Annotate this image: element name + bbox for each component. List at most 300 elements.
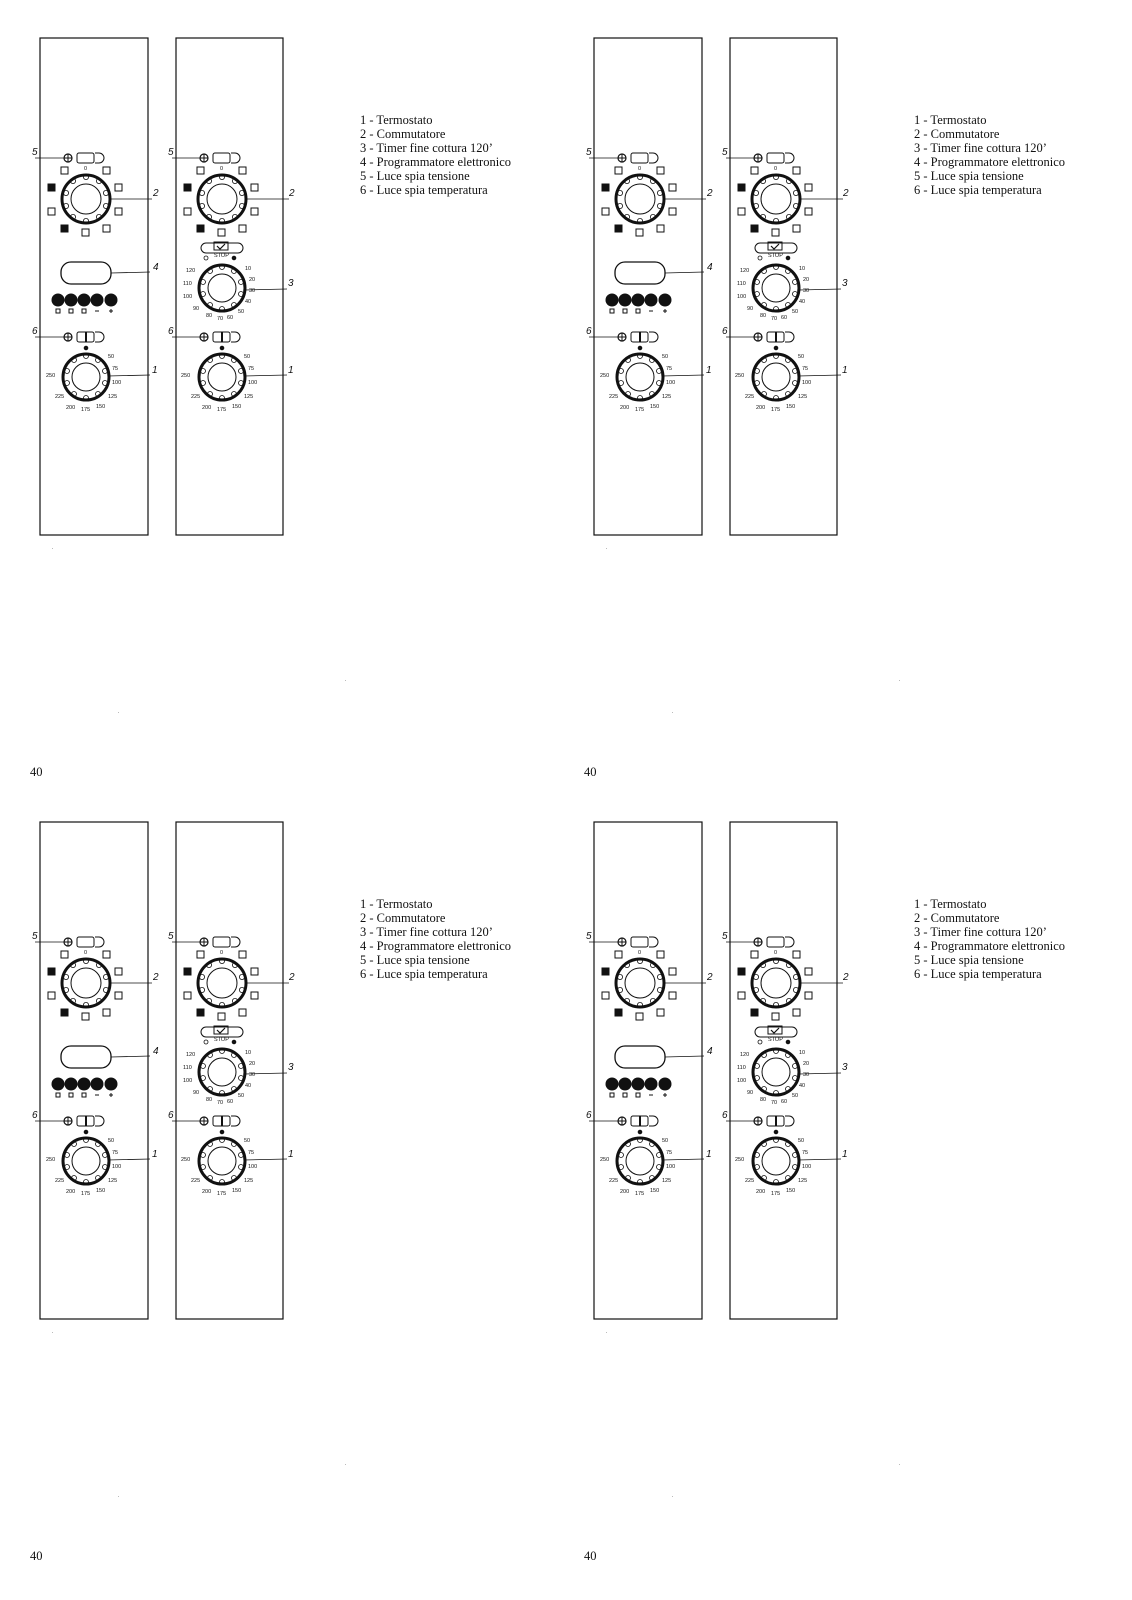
bell-icon [758, 256, 762, 260]
dial-label: 75 [112, 366, 119, 372]
combined-icon [103, 225, 110, 232]
callout-number: 1 [152, 365, 158, 376]
callout-number: 5 [168, 931, 174, 942]
callout-number: 6 [168, 1110, 174, 1121]
thermostat-knob [199, 1138, 245, 1184]
legend-item: 6 - Luce spia temperatura [360, 967, 488, 981]
thermostat-knob [617, 1138, 663, 1184]
thermostat-knob [753, 354, 799, 400]
dial-label: 90 [747, 306, 754, 312]
top-heat-icon [115, 968, 122, 975]
dial-label: 100 [802, 1164, 812, 1170]
component-legend [360, 113, 511, 197]
dial-label: 200 [756, 405, 766, 411]
sheet-top-right [554, 0, 1120, 800]
dial-label: 125 [108, 1178, 118, 1184]
conventional-icon [636, 229, 643, 236]
timer-knob [199, 265, 245, 311]
dial-label: 250 [600, 1157, 610, 1163]
grill-icon [657, 951, 664, 958]
dial-label: STOP [214, 1037, 229, 1043]
dial-label: 225 [609, 394, 619, 400]
grill-icon [657, 167, 664, 174]
dial-label: 125 [798, 394, 808, 400]
dial-label: 30 [803, 1072, 810, 1078]
callout-number: 4 [153, 262, 159, 273]
programmer-button-symbols [610, 1093, 667, 1097]
dial-label: 100 [666, 380, 676, 386]
selector-knob [198, 175, 246, 223]
fan-icon [602, 184, 609, 191]
dial-label: 125 [662, 394, 672, 400]
combined-icon [657, 225, 664, 232]
top-heat-icon [669, 184, 676, 191]
programmer-button-bell [52, 1078, 65, 1091]
dial-label: 110 [183, 281, 192, 287]
callout-number: 1 [706, 365, 712, 376]
dial-label: 175 [81, 407, 91, 413]
dial-label: 150 [786, 1188, 796, 1194]
thermostat-knob [753, 1138, 799, 1184]
programmer-button-auto [632, 1078, 645, 1091]
programmer-button-hand [65, 294, 78, 307]
grill-icon [103, 951, 110, 958]
top-heat-icon [115, 184, 122, 191]
programmer-button-bell [606, 1078, 619, 1091]
callout-number: 5 [586, 147, 592, 158]
dial-label: 80 [206, 313, 213, 319]
selector-knob [752, 175, 800, 223]
dial-label: 100 [112, 380, 122, 386]
dial-label: 250 [46, 373, 56, 379]
dial-label: 100 [666, 1164, 676, 1170]
component-legend [360, 897, 511, 981]
programmer-display [61, 262, 111, 284]
thermostat-knob [617, 354, 663, 400]
dial-label: 150 [232, 404, 242, 410]
legend-item: 5 - Luce spia tensione [360, 169, 470, 183]
callout-number: 5 [722, 147, 728, 158]
sheet-bottom-left [0, 784, 566, 1584]
programmer-display [615, 262, 665, 284]
dial-label: 125 [108, 394, 118, 400]
dial-label: 250 [46, 1157, 56, 1163]
legend-item: 2 - Commutatore [360, 911, 446, 925]
callout-number: 6 [586, 326, 592, 337]
dial-label: 50 [798, 1138, 805, 1144]
dial-label: 110 [183, 1065, 192, 1071]
dial-label: 125 [244, 1178, 254, 1184]
panel-outline [176, 38, 283, 535]
dial-label: 225 [609, 1178, 619, 1184]
callout-number: 2 [153, 972, 159, 983]
dial-label: 125 [798, 1178, 808, 1184]
dial-label: 250 [735, 1157, 745, 1163]
fan-grill-icon [615, 951, 622, 958]
dial-label: 75 [666, 366, 673, 372]
dial-label: 75 [666, 1150, 673, 1156]
component-legend [914, 897, 1065, 981]
dial-label: 80 [760, 313, 767, 319]
callout-number: 2 [843, 972, 849, 983]
dial-label: 50 [108, 354, 115, 360]
conventional-icon [636, 1013, 643, 1020]
dial-label: 175 [635, 1191, 645, 1197]
page-number: 40 [30, 765, 43, 779]
light-icon [615, 1009, 622, 1016]
legend-item: 1 - Termostato [360, 113, 433, 127]
dial-label: 0 [220, 950, 224, 956]
dial-label: 100 [737, 1078, 747, 1084]
defrost-icon [602, 208, 609, 215]
panel-outline [594, 38, 702, 535]
bell-icon [758, 1040, 762, 1044]
combined-icon [657, 1009, 664, 1016]
programmer-button-minus [91, 1078, 104, 1091]
dial-label: 150 [232, 1188, 242, 1194]
callout-number: 5 [586, 931, 592, 942]
dial-label: 30 [803, 288, 810, 294]
dial-label: 80 [760, 1097, 767, 1103]
programmer-buttons [52, 1078, 118, 1091]
light-icon [61, 225, 68, 232]
dial-label: 75 [248, 366, 255, 372]
panel-programmer-version [35, 38, 152, 535]
dial-label: 250 [735, 373, 745, 379]
selector-positions [617, 958, 662, 1007]
dial-label: STOP [768, 253, 783, 259]
dial-label: 100 [737, 294, 747, 300]
fan-grill-icon [61, 951, 68, 958]
bottom-heat-icon [115, 992, 122, 999]
legend-item: 6 - Luce spia temperatura [360, 183, 488, 197]
programmer-button-plus [105, 294, 118, 307]
dial-label: 0 [84, 166, 88, 172]
callout-number: 6 [722, 326, 728, 337]
dial-label: 250 [600, 373, 610, 379]
dial-label: 125 [662, 1178, 672, 1184]
dial-label: 50 [108, 1138, 115, 1144]
fan-icon [602, 968, 609, 975]
dial-label: 225 [55, 394, 65, 400]
selector-positions [63, 958, 108, 1007]
dial-label: 50 [662, 354, 669, 360]
selector-knob [616, 175, 664, 223]
timer-stop-bar [755, 243, 797, 253]
panel-programmer-version [589, 38, 706, 535]
dial-label: 75 [248, 1150, 255, 1156]
programmer-display [61, 1046, 111, 1068]
callout-number: 2 [707, 972, 713, 983]
dial-label: 90 [193, 306, 200, 312]
callout-number: 2 [707, 188, 713, 199]
sheet-top-left [0, 0, 566, 800]
dial-label: 225 [191, 1178, 201, 1184]
dial-label: 50 [238, 1093, 245, 1099]
fan-grill-icon [61, 167, 68, 174]
dial-label: 225 [191, 394, 201, 400]
top-heat-icon [669, 968, 676, 975]
dial-label: 125 [244, 394, 254, 400]
callout-number: 2 [843, 188, 849, 199]
programmer-button-auto [632, 294, 645, 307]
programmer-button-bell [606, 294, 619, 307]
dial-label: 100 [248, 1164, 258, 1170]
dial-label: 120 [740, 268, 750, 274]
dial-label: 200 [202, 1189, 212, 1195]
callout-number: 6 [168, 326, 174, 337]
dial-label: 75 [802, 366, 809, 372]
panel-outline [40, 38, 148, 535]
callout-number: 4 [153, 1046, 159, 1057]
dial-label: 120 [186, 268, 196, 274]
legend-item: 2 - Commutatore [914, 911, 1000, 925]
legend-item: 2 - Commutatore [914, 127, 1000, 141]
programmer-button-minus [91, 294, 104, 307]
panel-programmer-version [35, 822, 152, 1319]
dial-label: 110 [737, 281, 746, 287]
light-icon [615, 225, 622, 232]
callout-number: 6 [32, 1110, 38, 1121]
defrost-icon [602, 992, 609, 999]
legend-item: 1 - Termostato [360, 897, 433, 911]
dial-label: 10 [245, 266, 252, 272]
dial-label: 10 [799, 266, 806, 272]
programmer-button-auto [78, 1078, 91, 1091]
dial-label: 0 [638, 166, 642, 172]
callout-number: 1 [842, 365, 848, 376]
timer-stop-bar [201, 1027, 243, 1037]
dial-label: 0 [84, 950, 88, 956]
panel-outline [730, 38, 837, 535]
programmer-buttons [52, 294, 118, 307]
selector-knob [62, 175, 110, 223]
dial-label: 20 [249, 277, 256, 283]
defrost-icon [48, 992, 55, 999]
thermostat-knob [63, 354, 109, 400]
bottom-heat-icon [669, 992, 676, 999]
dial-label: 110 [737, 1065, 746, 1071]
dial-label: 250 [181, 373, 191, 379]
legend-item: 3 - Timer fine cottura 120’ [360, 141, 493, 155]
programmer-button-bell [52, 294, 65, 307]
dial-label: 30 [249, 288, 256, 294]
dial-label: 200 [620, 1189, 630, 1195]
dial-label: 10 [245, 1050, 252, 1056]
dial-label: 0 [774, 166, 778, 172]
timer-stop-bar [755, 1027, 797, 1037]
panel-outline [176, 822, 283, 1319]
callout-number: 5 [168, 147, 174, 158]
bell-icon [204, 256, 208, 260]
legend-item: 5 - Luce spia tensione [360, 953, 470, 967]
timer-knob [753, 1049, 799, 1095]
callout-number: 4 [707, 1046, 713, 1057]
selector-knob [616, 959, 664, 1007]
page-number: 40 [584, 1549, 597, 1563]
callout-number: 1 [288, 365, 294, 376]
legend-item: 6 - Luce spia temperatura [914, 967, 1042, 981]
panel-outline [40, 822, 148, 1319]
legend-item: 3 - Timer fine cottura 120’ [914, 141, 1047, 155]
selector-knob [198, 959, 246, 1007]
dial-label: 50 [792, 1093, 799, 1099]
dial-label: 225 [55, 1178, 65, 1184]
programmer-button-minus [645, 294, 658, 307]
legend-item: 4 - Programmatore elettronico [360, 155, 511, 169]
conventional-icon [82, 229, 89, 236]
dial-label: 150 [650, 1188, 660, 1194]
programmer-button-auto [78, 294, 91, 307]
dial-label: 60 [227, 1099, 234, 1105]
selector-knob [62, 959, 110, 1007]
callout-number: 5 [32, 931, 38, 942]
dial-label: 80 [206, 1097, 213, 1103]
dial-label: 120 [740, 1052, 750, 1058]
callout-number: 3 [842, 1062, 848, 1073]
legend-item: 1 - Termostato [914, 113, 987, 127]
dial-label: 90 [747, 1090, 754, 1096]
selector-knob [752, 959, 800, 1007]
dial-label: 0 [220, 166, 224, 172]
page-number: 40 [30, 1549, 43, 1563]
dial-label: STOP [214, 253, 229, 259]
component-legend [914, 113, 1065, 197]
dial-label: STOP [768, 1037, 783, 1043]
dial-label: 50 [244, 1138, 251, 1144]
dial-label: 100 [248, 380, 258, 386]
legend-item: 1 - Termostato [914, 897, 987, 911]
callout-number: 1 [152, 1149, 158, 1160]
dial-label: 70 [771, 1100, 778, 1106]
dial-label: 50 [244, 354, 251, 360]
fan-icon [48, 184, 55, 191]
legend-item: 4 - Programmatore elettronico [914, 939, 1065, 953]
callout-number: 3 [288, 278, 294, 289]
dial-label: 200 [756, 1189, 766, 1195]
dial-label: 60 [227, 315, 234, 321]
dial-label: 40 [245, 299, 252, 305]
conventional-icon [82, 1013, 89, 1020]
panel-programmer-version [589, 822, 706, 1319]
programmer-display [615, 1046, 665, 1068]
panel-outline [730, 822, 837, 1319]
bell-icon [204, 1040, 208, 1044]
legend-item: 3 - Timer fine cottura 120’ [914, 925, 1047, 939]
dial-label: 0 [638, 950, 642, 956]
dial-label: 50 [798, 354, 805, 360]
dial-label: 40 [799, 299, 806, 305]
bottom-heat-icon [669, 208, 676, 215]
dial-label: 40 [799, 1083, 806, 1089]
dial-label: 175 [81, 1191, 91, 1197]
programmer-button-symbols [56, 309, 113, 313]
dial-label: 200 [66, 405, 76, 411]
thermostat-knob [63, 1138, 109, 1184]
callout-number: 5 [32, 147, 38, 158]
callout-number: 3 [842, 278, 848, 289]
programmer-button-plus [659, 1078, 672, 1091]
dial-label: 200 [202, 405, 212, 411]
thermostat-knob [199, 354, 245, 400]
dial-label: 50 [238, 309, 245, 315]
programmer-button-plus [105, 1078, 118, 1091]
dial-label: 100 [183, 1078, 193, 1084]
sheet-bottom-right [554, 784, 1120, 1584]
dial-label: 70 [771, 316, 778, 322]
bottom-heat-icon [115, 208, 122, 215]
dial-label: 0 [774, 950, 778, 956]
dial-label: 100 [183, 294, 193, 300]
dial-label: 20 [803, 277, 810, 283]
selector-positions [617, 174, 662, 223]
timer-knob [753, 265, 799, 311]
dial-label: 225 [745, 394, 755, 400]
callout-number: 2 [153, 188, 159, 199]
selector-positions [63, 174, 108, 223]
callout-number: 1 [842, 1149, 848, 1160]
dial-label: 150 [786, 404, 796, 410]
programmer-button-hand [619, 294, 632, 307]
callout-number: 2 [289, 188, 295, 199]
legend-item: 3 - Timer fine cottura 120’ [360, 925, 493, 939]
dial-label: 175 [771, 407, 781, 413]
dial-label: 20 [249, 1061, 256, 1067]
dial-label: 200 [66, 1189, 76, 1195]
dial-label: 175 [217, 407, 227, 413]
panel-outline [594, 822, 702, 1319]
legend-item: 5 - Luce spia tensione [914, 169, 1024, 183]
timer-stop-bar [201, 243, 243, 253]
dial-label: 70 [217, 1100, 224, 1106]
dial-label: 175 [217, 1191, 227, 1197]
dial-label: 120 [186, 1052, 196, 1058]
combined-icon [103, 1009, 110, 1016]
dial-label: 100 [802, 380, 812, 386]
legend-item: 4 - Programmatore elettronico [914, 155, 1065, 169]
programmer-button-symbols [56, 1093, 113, 1097]
callout-number: 2 [289, 972, 295, 983]
defrost-icon [48, 208, 55, 215]
callout-number: 6 [586, 1110, 592, 1121]
callout-number: 6 [722, 1110, 728, 1121]
dial-label: 60 [781, 1099, 788, 1105]
dial-label: 225 [745, 1178, 755, 1184]
dial-label: 40 [245, 1083, 252, 1089]
programmer-button-hand [619, 1078, 632, 1091]
dial-label: 150 [650, 404, 660, 410]
page-number: 40 [584, 765, 597, 779]
programmer-button-plus [659, 294, 672, 307]
programmer-buttons [606, 294, 672, 307]
dial-label: 250 [181, 1157, 191, 1163]
legend-item: 4 - Programmatore elettronico [360, 939, 511, 953]
callout-number: 5 [722, 931, 728, 942]
dial-label: 50 [662, 1138, 669, 1144]
programmer-buttons [606, 1078, 672, 1091]
callout-number: 1 [706, 1149, 712, 1160]
programmer-button-hand [65, 1078, 78, 1091]
callout-number: 4 [707, 262, 713, 273]
grill-icon [103, 167, 110, 174]
fan-icon [48, 968, 55, 975]
legend-item: 5 - Luce spia tensione [914, 953, 1024, 967]
light-icon [61, 1009, 68, 1016]
dial-label: 175 [635, 407, 645, 413]
callout-number: 3 [288, 1062, 294, 1073]
legend-item: 2 - Commutatore [360, 127, 446, 141]
dial-label: 150 [96, 404, 106, 410]
